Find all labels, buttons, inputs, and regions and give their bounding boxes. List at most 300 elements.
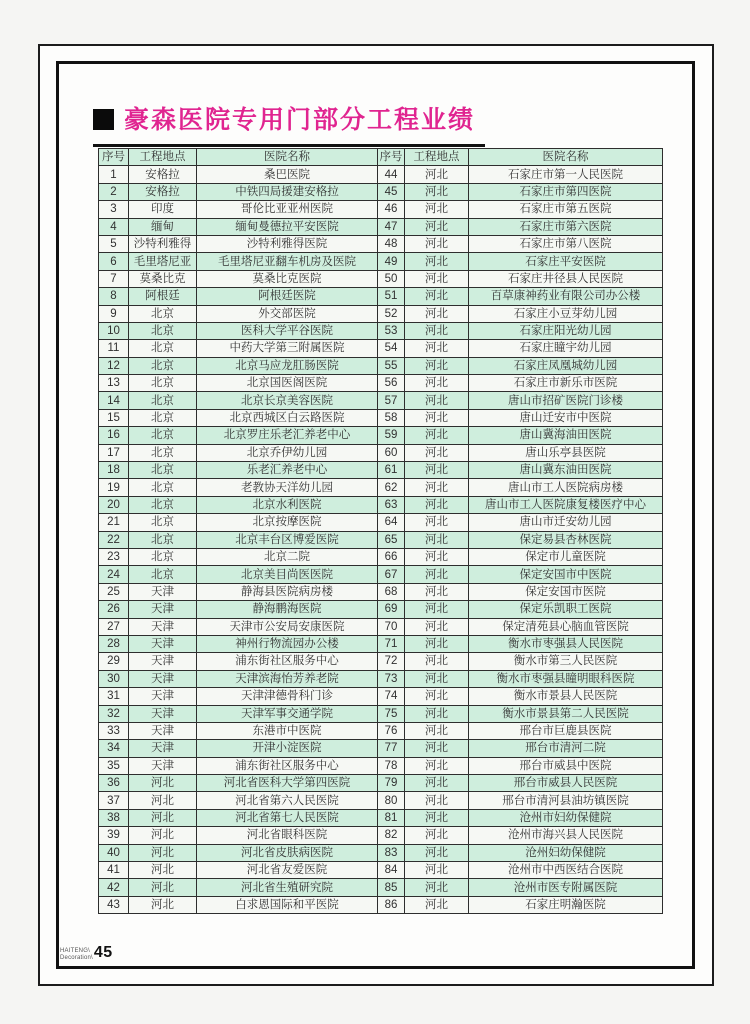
brand-line2: Decoration\ bbox=[60, 955, 93, 962]
cell-location: 河北 bbox=[405, 357, 469, 374]
cell-hospital-name: 衡水市景县第二人民医院 bbox=[469, 705, 663, 722]
cell-index: 24 bbox=[99, 566, 129, 583]
cell-hospital-name: 唐山市招矿医院门诊楼 bbox=[469, 392, 663, 409]
table-row bbox=[99, 653, 663, 670]
cell-index: 50 bbox=[378, 270, 405, 287]
cell-index: 44 bbox=[378, 166, 405, 183]
cell-hospital-name: 保定易县杏林医院 bbox=[469, 531, 663, 548]
cell-location: 天津 bbox=[129, 757, 197, 774]
cell-hospital-name: 保定安国市中医院 bbox=[469, 566, 663, 583]
cell-index: 13 bbox=[99, 375, 129, 392]
table-row bbox=[99, 896, 663, 913]
cell-index: 85 bbox=[378, 879, 405, 896]
cell-hospital-name: 沧州妇幼保健院 bbox=[469, 844, 663, 861]
cell-hospital-name: 石家庄市新乐市医院 bbox=[469, 375, 663, 392]
cell-index: 1 bbox=[99, 166, 129, 183]
cell-index: 35 bbox=[99, 757, 129, 774]
cell-location: 北京 bbox=[129, 427, 197, 444]
cell-location: 河北 bbox=[405, 218, 469, 235]
cell-hospital-name: 北京丰台区博爱医院 bbox=[197, 531, 378, 548]
cell-hospital-name: 衡水市第三人民医院 bbox=[469, 653, 663, 670]
cell-index: 71 bbox=[378, 635, 405, 652]
cell-index: 4 bbox=[99, 218, 129, 235]
cell-index: 61 bbox=[378, 462, 405, 479]
cell-location: 河北 bbox=[405, 531, 469, 548]
cell-hospital-name: 乐老汇养老中心 bbox=[197, 462, 378, 479]
cell-index: 18 bbox=[99, 462, 129, 479]
cell-index: 77 bbox=[378, 740, 405, 757]
cell-index: 63 bbox=[378, 496, 405, 513]
cell-hospital-name: 保定市儿童医院 bbox=[469, 548, 663, 565]
cell-location: 河北 bbox=[405, 375, 469, 392]
cell-hospital-name: 唐山市迁安幼儿园 bbox=[469, 514, 663, 531]
cell-hospital-name: 唐山迁安市中医院 bbox=[469, 409, 663, 426]
cell-location: 北京 bbox=[129, 531, 197, 548]
table-row bbox=[99, 740, 663, 757]
cell-index: 56 bbox=[378, 375, 405, 392]
table-row bbox=[99, 809, 663, 826]
cell-index: 75 bbox=[378, 705, 405, 722]
cell-index: 55 bbox=[378, 357, 405, 374]
cell-hospital-name: 石家庄市第一人民医院 bbox=[469, 166, 663, 183]
cell-hospital-name: 神州行物流园办公楼 bbox=[197, 635, 378, 652]
cell-index: 54 bbox=[378, 340, 405, 357]
cell-index: 70 bbox=[378, 618, 405, 635]
table-row bbox=[99, 409, 663, 426]
table-row bbox=[99, 583, 663, 600]
cell-location: 河北 bbox=[405, 635, 469, 652]
table-row bbox=[99, 166, 663, 183]
table-row bbox=[99, 322, 663, 339]
cell-hospital-name: 东港市中医院 bbox=[197, 722, 378, 739]
cell-hospital-name: 保定乐凯职工医院 bbox=[469, 601, 663, 618]
cell-index: 69 bbox=[378, 601, 405, 618]
cell-index: 36 bbox=[99, 775, 129, 792]
table-row bbox=[99, 183, 663, 200]
table-row bbox=[99, 340, 663, 357]
cell-hospital-name: 静海县医院病房楼 bbox=[197, 583, 378, 600]
cell-location: 河北 bbox=[405, 392, 469, 409]
cell-index: 76 bbox=[378, 722, 405, 739]
table-row bbox=[99, 218, 663, 235]
table-row bbox=[99, 270, 663, 287]
table-body bbox=[99, 166, 663, 914]
cell-index: 6 bbox=[99, 253, 129, 270]
table-row bbox=[99, 827, 663, 844]
cell-hospital-name: 沧州市妇幼保健院 bbox=[469, 809, 663, 826]
table-row bbox=[99, 496, 663, 513]
cell-hospital-name: 河北省第六人民医院 bbox=[197, 792, 378, 809]
table-row bbox=[99, 479, 663, 496]
cell-location: 河北 bbox=[405, 340, 469, 357]
cell-hospital-name: 北京国医阁医院 bbox=[197, 375, 378, 392]
cell-location: 河北 bbox=[129, 844, 197, 861]
cell-index: 52 bbox=[378, 305, 405, 322]
cell-location: 河北 bbox=[405, 305, 469, 322]
cell-location: 河北 bbox=[405, 496, 469, 513]
cell-hospital-name: 缅甸曼德拉平安医院 bbox=[197, 218, 378, 235]
cell-index: 17 bbox=[99, 444, 129, 461]
cell-index: 33 bbox=[99, 722, 129, 739]
cell-location: 天津 bbox=[129, 705, 197, 722]
cell-location: 天津 bbox=[129, 740, 197, 757]
cell-location: 河北 bbox=[129, 896, 197, 913]
cell-location: 河北 bbox=[405, 688, 469, 705]
cell-location: 北京 bbox=[129, 375, 197, 392]
cell-hospital-name: 石家庄市第四医院 bbox=[469, 183, 663, 200]
cell-location: 缅甸 bbox=[129, 218, 197, 235]
table-header-cell: 序号 bbox=[378, 149, 405, 166]
cell-hospital-name: 浦东街社区服务中心 bbox=[197, 653, 378, 670]
table-row bbox=[99, 392, 663, 409]
cell-index: 86 bbox=[378, 896, 405, 913]
cell-index: 16 bbox=[99, 427, 129, 444]
cell-location: 河北 bbox=[405, 583, 469, 600]
cell-index: 57 bbox=[378, 392, 405, 409]
cell-hospital-name: 桑巴医院 bbox=[197, 166, 378, 183]
cell-hospital-name: 百草康神药业有限公司办公楼 bbox=[469, 288, 663, 305]
cell-location: 北京 bbox=[129, 479, 197, 496]
table-row bbox=[99, 705, 663, 722]
cell-index: 80 bbox=[378, 792, 405, 809]
cell-hospital-name: 石家庄瞳宇幼儿园 bbox=[469, 340, 663, 357]
cell-hospital-name: 衡水市枣强县瞳明眼科医院 bbox=[469, 670, 663, 687]
cell-location: 河北 bbox=[405, 166, 469, 183]
cell-location: 北京 bbox=[129, 305, 197, 322]
cell-hospital-name: 毛里塔尼亚翻车机房及医院 bbox=[197, 253, 378, 270]
cell-location: 河北 bbox=[405, 427, 469, 444]
cell-location: 河北 bbox=[405, 740, 469, 757]
cell-location: 河北 bbox=[405, 601, 469, 618]
cell-hospital-name: 邢台市威县人民医院 bbox=[469, 775, 663, 792]
table-row bbox=[99, 566, 663, 583]
cell-index: 14 bbox=[99, 392, 129, 409]
cell-index: 58 bbox=[378, 409, 405, 426]
cell-location: 河北 bbox=[405, 809, 469, 826]
cell-index: 11 bbox=[99, 340, 129, 357]
cell-index: 42 bbox=[99, 879, 129, 896]
cell-index: 79 bbox=[378, 775, 405, 792]
cell-location: 河北 bbox=[405, 288, 469, 305]
cell-index: 45 bbox=[378, 183, 405, 200]
cell-location: 河北 bbox=[405, 235, 469, 252]
cell-index: 47 bbox=[378, 218, 405, 235]
cell-location: 北京 bbox=[129, 548, 197, 565]
cell-index: 62 bbox=[378, 479, 405, 496]
cell-location: 北京 bbox=[129, 514, 197, 531]
cell-hospital-name: 沧州市海兴县人民医院 bbox=[469, 827, 663, 844]
cell-index: 34 bbox=[99, 740, 129, 757]
cell-hospital-name: 沙特利雅得医院 bbox=[197, 235, 378, 252]
cell-location: 天津 bbox=[129, 653, 197, 670]
cell-location: 河北 bbox=[405, 862, 469, 879]
cell-hospital-name: 北京美目尚医医院 bbox=[197, 566, 378, 583]
cell-index: 51 bbox=[378, 288, 405, 305]
cell-hospital-name: 白求恩国际和平医院 bbox=[197, 896, 378, 913]
cell-index: 40 bbox=[99, 844, 129, 861]
cell-location: 河北 bbox=[405, 270, 469, 287]
table-row bbox=[99, 462, 663, 479]
table-header-cell: 序号 bbox=[99, 149, 129, 166]
cell-location: 河北 bbox=[405, 479, 469, 496]
cell-location: 北京 bbox=[129, 392, 197, 409]
table-row bbox=[99, 357, 663, 374]
cell-hospital-name: 中药大学第三附属医院 bbox=[197, 340, 378, 357]
cell-hospital-name: 衡水市枣强县人民医院 bbox=[469, 635, 663, 652]
cell-index: 81 bbox=[378, 809, 405, 826]
cell-hospital-name: 邢台市清河县油坊镇医院 bbox=[469, 792, 663, 809]
cell-location: 河北 bbox=[405, 775, 469, 792]
cell-hospital-name: 石家庄市第五医院 bbox=[469, 201, 663, 218]
cell-index: 30 bbox=[99, 670, 129, 687]
cell-location: 河北 bbox=[405, 566, 469, 583]
cell-location: 河北 bbox=[405, 548, 469, 565]
cell-location: 天津 bbox=[129, 583, 197, 600]
cell-hospital-name: 唐山冀海油田医院 bbox=[469, 427, 663, 444]
cell-location: 天津 bbox=[129, 601, 197, 618]
cell-hospital-name: 保定安国市医院 bbox=[469, 583, 663, 600]
cell-location: 北京 bbox=[129, 496, 197, 513]
cell-hospital-name: 河北省友爱医院 bbox=[197, 862, 378, 879]
cell-location: 印度 bbox=[129, 201, 197, 218]
cell-hospital-name: 沧州市中西医结合医院 bbox=[469, 862, 663, 879]
cell-location: 天津 bbox=[129, 688, 197, 705]
cell-location: 河北 bbox=[405, 653, 469, 670]
cell-location: 河北 bbox=[405, 201, 469, 218]
cell-hospital-name: 唐山冀东油田医院 bbox=[469, 462, 663, 479]
cell-index: 39 bbox=[99, 827, 129, 844]
cell-location: 沙特利雅得 bbox=[129, 235, 197, 252]
cell-location: 河北 bbox=[405, 879, 469, 896]
cell-index: 2 bbox=[99, 183, 129, 200]
table-header-cell: 工程地点 bbox=[405, 149, 469, 166]
cell-index: 48 bbox=[378, 235, 405, 252]
cell-hospital-name: 医科大学平谷医院 bbox=[197, 322, 378, 339]
cell-index: 27 bbox=[99, 618, 129, 635]
cell-hospital-name: 北京二院 bbox=[197, 548, 378, 565]
cell-hospital-name: 石家庄平安医院 bbox=[469, 253, 663, 270]
cell-index: 83 bbox=[378, 844, 405, 861]
cell-hospital-name: 静海鹏海医院 bbox=[197, 601, 378, 618]
cell-index: 60 bbox=[378, 444, 405, 461]
cell-index: 31 bbox=[99, 688, 129, 705]
cell-location: 河北 bbox=[405, 462, 469, 479]
cell-location: 安格拉 bbox=[129, 166, 197, 183]
cell-index: 10 bbox=[99, 322, 129, 339]
cell-location: 河北 bbox=[405, 792, 469, 809]
table-row bbox=[99, 618, 663, 635]
table-row bbox=[99, 844, 663, 861]
cell-hospital-name: 河北省皮肤病医院 bbox=[197, 844, 378, 861]
cell-hospital-name: 石家庄小豆芽幼儿园 bbox=[469, 305, 663, 322]
table-row bbox=[99, 305, 663, 322]
cell-hospital-name: 北京西城区白云路医院 bbox=[197, 409, 378, 426]
cell-index: 68 bbox=[378, 583, 405, 600]
cell-index: 3 bbox=[99, 201, 129, 218]
cell-index: 15 bbox=[99, 409, 129, 426]
cell-hospital-name: 中铁四局援建安格拉 bbox=[197, 183, 378, 200]
table-row bbox=[99, 235, 663, 252]
cell-index: 12 bbox=[99, 357, 129, 374]
cell-hospital-name: 河北省第七人民医院 bbox=[197, 809, 378, 826]
cell-location: 河北 bbox=[405, 409, 469, 426]
cell-hospital-name: 石家庄市第八医院 bbox=[469, 235, 663, 252]
table-row bbox=[99, 688, 663, 705]
table-row bbox=[99, 288, 663, 305]
cell-hospital-name: 北京罗庄乐老汇养老中心 bbox=[197, 427, 378, 444]
table-header-cell: 医院名称 bbox=[469, 149, 663, 166]
cell-hospital-name: 北京乔伊幼儿园 bbox=[197, 444, 378, 461]
cell-hospital-name: 浦东街社区服务中心 bbox=[197, 757, 378, 774]
cell-location: 河北 bbox=[129, 827, 197, 844]
cell-hospital-name: 石家庄阳光幼儿园 bbox=[469, 322, 663, 339]
cell-index: 67 bbox=[378, 566, 405, 583]
cell-hospital-name: 天津滨海怡芳养老院 bbox=[197, 670, 378, 687]
cell-hospital-name: 河北省眼科医院 bbox=[197, 827, 378, 844]
cell-hospital-name: 阿根廷医院 bbox=[197, 288, 378, 305]
cell-hospital-name: 北京长京美容医院 bbox=[197, 392, 378, 409]
cell-index: 65 bbox=[378, 531, 405, 548]
brand-logo bbox=[60, 948, 93, 962]
table-row bbox=[99, 444, 663, 461]
cell-index: 21 bbox=[99, 514, 129, 531]
square-bullet-icon bbox=[93, 109, 114, 130]
cell-hospital-name: 河北省生殖研究院 bbox=[197, 879, 378, 896]
cell-hospital-name: 开津小淀医院 bbox=[197, 740, 378, 757]
cell-hospital-name: 唐山乐亭县医院 bbox=[469, 444, 663, 461]
cell-location: 河北 bbox=[405, 827, 469, 844]
table-row bbox=[99, 722, 663, 739]
cell-location: 河北 bbox=[405, 844, 469, 861]
cell-hospital-name: 石家庄市第六医院 bbox=[469, 218, 663, 235]
table-row bbox=[99, 775, 663, 792]
cell-location: 河北 bbox=[129, 862, 197, 879]
cell-hospital-name: 石家庄井径县人民医院 bbox=[469, 270, 663, 287]
cell-index: 22 bbox=[99, 531, 129, 548]
cell-index: 72 bbox=[378, 653, 405, 670]
cell-index: 29 bbox=[99, 653, 129, 670]
cell-hospital-name: 莫桑比克医院 bbox=[197, 270, 378, 287]
cell-hospital-name: 沧州市医专附属医院 bbox=[469, 879, 663, 896]
table-row bbox=[99, 792, 663, 809]
table-row bbox=[99, 253, 663, 270]
cell-hospital-name: 唐山市工人医院病房楼 bbox=[469, 479, 663, 496]
cell-index: 7 bbox=[99, 270, 129, 287]
cell-hospital-name: 邢台市威县中医院 bbox=[469, 757, 663, 774]
cell-location: 河北 bbox=[405, 253, 469, 270]
cell-index: 73 bbox=[378, 670, 405, 687]
cell-index: 8 bbox=[99, 288, 129, 305]
cell-location: 阿根廷 bbox=[129, 288, 197, 305]
cell-location: 河北 bbox=[405, 322, 469, 339]
cell-location: 河北 bbox=[129, 809, 197, 826]
cell-location: 天津 bbox=[129, 722, 197, 739]
cell-index: 41 bbox=[99, 862, 129, 879]
cell-index: 66 bbox=[378, 548, 405, 565]
cell-location: 天津 bbox=[129, 618, 197, 635]
cell-hospital-name: 北京按摩医院 bbox=[197, 514, 378, 531]
cell-location: 河北 bbox=[129, 792, 197, 809]
table-row bbox=[99, 635, 663, 652]
table-row bbox=[99, 879, 663, 896]
cell-hospital-name: 北京马应龙肛肠医院 bbox=[197, 357, 378, 374]
page-title: 豪森医院专用门部分工程业绩 bbox=[124, 106, 476, 134]
cell-location: 北京 bbox=[129, 566, 197, 583]
cell-hospital-name: 保定清苑县心脑血管医院 bbox=[469, 618, 663, 635]
table-row bbox=[99, 427, 663, 444]
cell-location: 河北 bbox=[405, 757, 469, 774]
cell-index: 46 bbox=[378, 201, 405, 218]
cell-index: 78 bbox=[378, 757, 405, 774]
title-block bbox=[93, 100, 485, 147]
cell-location: 河北 bbox=[405, 514, 469, 531]
table-row bbox=[99, 375, 663, 392]
table-row bbox=[99, 757, 663, 774]
cell-location: 毛里塔尼亚 bbox=[129, 253, 197, 270]
table-header bbox=[99, 149, 663, 166]
cell-location: 北京 bbox=[129, 340, 197, 357]
cell-index: 32 bbox=[99, 705, 129, 722]
cell-index: 28 bbox=[99, 635, 129, 652]
table-row bbox=[99, 514, 663, 531]
table-row bbox=[99, 531, 663, 548]
cell-hospital-name: 天津军事交通学院 bbox=[197, 705, 378, 722]
cell-location: 河北 bbox=[405, 722, 469, 739]
cell-hospital-name: 外交部医院 bbox=[197, 305, 378, 322]
cell-location: 北京 bbox=[129, 409, 197, 426]
cell-location: 河北 bbox=[405, 618, 469, 635]
cell-hospital-name: 天津市公安局安康医院 bbox=[197, 618, 378, 635]
cell-index: 84 bbox=[378, 862, 405, 879]
cell-location: 河北 bbox=[405, 670, 469, 687]
cell-index: 23 bbox=[99, 548, 129, 565]
cell-location: 安格拉 bbox=[129, 183, 197, 200]
cell-hospital-name: 老教协天洋幼儿园 bbox=[197, 479, 378, 496]
cell-location: 河北 bbox=[129, 775, 197, 792]
cell-hospital-name: 北京水利医院 bbox=[197, 496, 378, 513]
cell-index: 5 bbox=[99, 235, 129, 252]
cell-index: 26 bbox=[99, 601, 129, 618]
cell-index: 82 bbox=[378, 827, 405, 844]
cell-location: 河北 bbox=[405, 705, 469, 722]
cell-location: 莫桑比克 bbox=[129, 270, 197, 287]
cell-location: 天津 bbox=[129, 635, 197, 652]
cell-location: 河北 bbox=[405, 896, 469, 913]
cell-location: 天津 bbox=[129, 670, 197, 687]
cell-location: 河北 bbox=[405, 444, 469, 461]
cell-index: 43 bbox=[99, 896, 129, 913]
cell-location: 北京 bbox=[129, 322, 197, 339]
cell-location: 河北 bbox=[405, 183, 469, 200]
brand-line1: HAITENG\ bbox=[60, 948, 90, 955]
cell-index: 20 bbox=[99, 496, 129, 513]
cell-location: 北京 bbox=[129, 444, 197, 461]
cell-hospital-name: 石家庄明瀚医院 bbox=[469, 896, 663, 913]
cell-location: 河北 bbox=[129, 879, 197, 896]
cell-index: 49 bbox=[378, 253, 405, 270]
footer-brand bbox=[60, 944, 113, 962]
table-row bbox=[99, 862, 663, 879]
cell-hospital-name: 衡水市景县人民医院 bbox=[469, 688, 663, 705]
cell-hospital-name: 石家庄凤凰城幼儿园 bbox=[469, 357, 663, 374]
cell-index: 25 bbox=[99, 583, 129, 600]
cell-index: 74 bbox=[378, 688, 405, 705]
cell-hospital-name: 邢台市清河二院 bbox=[469, 740, 663, 757]
cell-hospital-name: 天津津德骨科门诊 bbox=[197, 688, 378, 705]
table-row bbox=[99, 201, 663, 218]
cell-index: 53 bbox=[378, 322, 405, 339]
cell-hospital-name: 河北省医科大学第四医院 bbox=[197, 775, 378, 792]
